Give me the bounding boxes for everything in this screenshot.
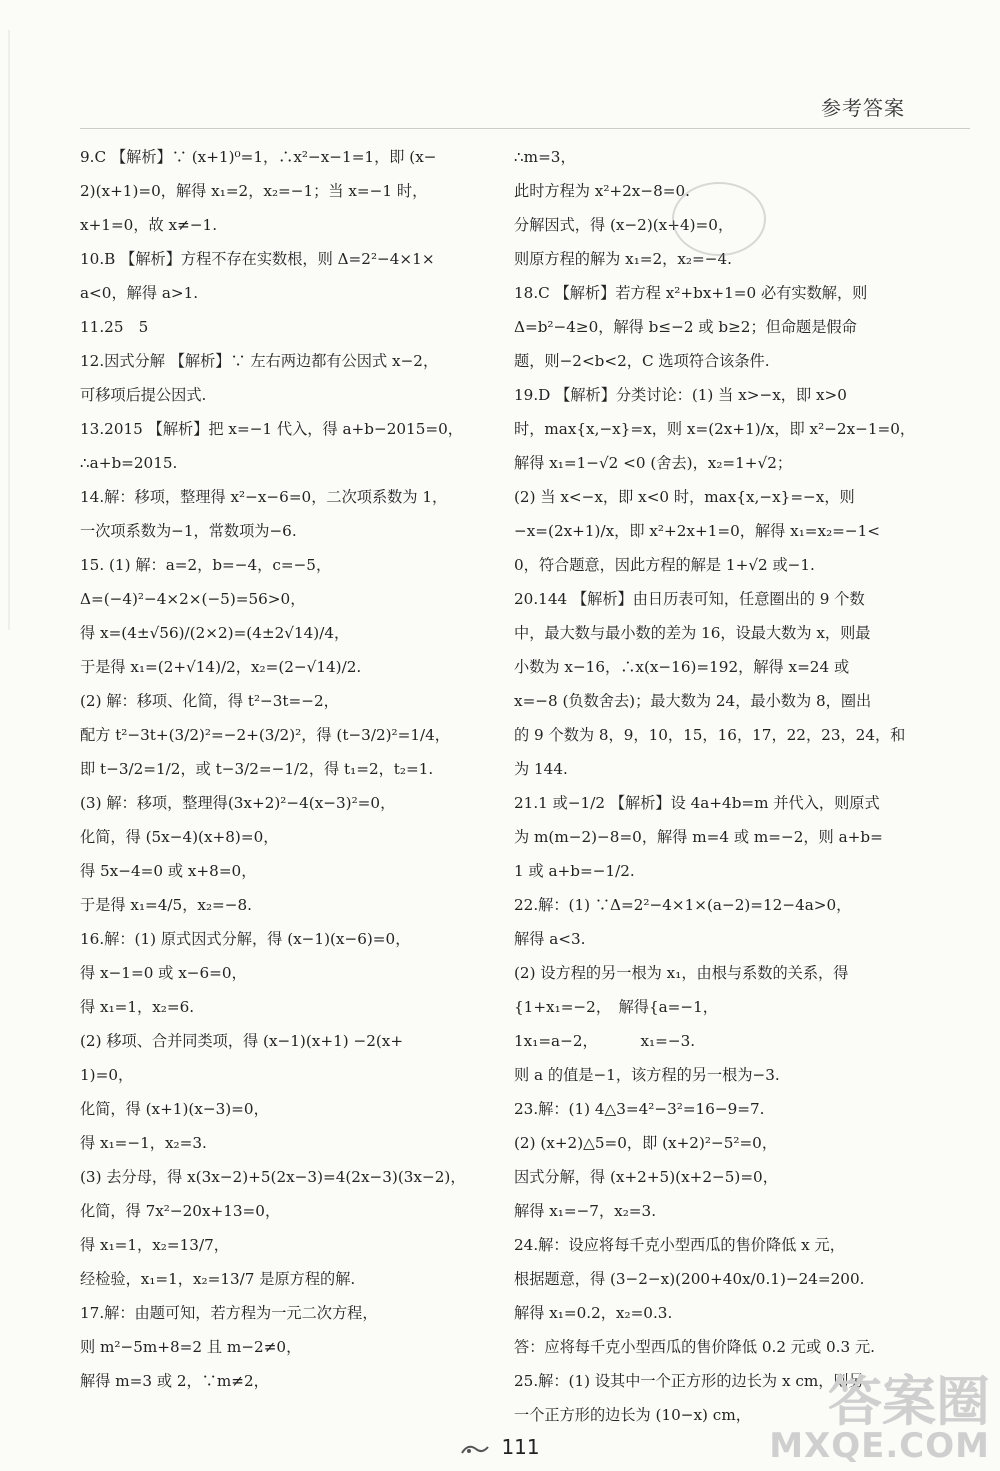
answer-line: 小数为 x−16，∴x(x−16)=192，解得 x=24 或: [514, 658, 850, 676]
answer-line: 中，最大数与最小数的差为 16，设最大数为 x，则最: [514, 624, 871, 642]
answer-line: 为 144.: [514, 760, 568, 778]
answer-line: 为 m(m−2)−8=0，解得 m=4 或 m=−2，则 a+b=: [514, 828, 883, 846]
answer-line: 15. (1) 解：a=2，b=−4，c=−5，: [80, 556, 332, 574]
answer-line: 时，max{x,−x}=x，则 x=(2x+1)/x，即 x²−2x−1=0，: [514, 420, 916, 438]
answer-line: Δ=(−4)²−4×2×(−5)=56>0，: [80, 590, 306, 608]
left-column: [80, 140, 490, 1398]
binding-shadow: [8, 30, 10, 630]
answer-line: 25.解：(1) 设其中一个正方形的边长为 x cm，则另: [514, 1372, 864, 1390]
answer-line: 17.解：由题可知，若方程为一元二次方程，: [80, 1304, 378, 1322]
answer-line: 答：应将每千克小型西瓜的售价降低 0.2 元或 0.3 元.: [514, 1338, 876, 1356]
answer-line: 24.解：设应将每千克小型西瓜的售价降低 x 元，: [514, 1236, 845, 1254]
answer-line: 14.解：移项，整理得 x²−x−6=0，二次项系数为 1，: [80, 488, 448, 506]
answer-line: {1+x₁=−2， 解得{a=−1，: [514, 998, 718, 1016]
answer-line: 化简，得 (5x−4)(x+8)=0，: [80, 828, 279, 846]
answer-line: 此时方程为 x²+2x−8=0.: [514, 182, 690, 200]
answer-line: 则原方程的解为 x₁=2，x₂=−4.: [514, 250, 732, 268]
answer-line: ∴m=3，: [514, 148, 576, 166]
answer-line: 2)(x+1)=0，解得 x₁=2，x₂=−1；当 x=−1 时，: [80, 182, 428, 200]
answer-line: 1)=0，: [80, 1066, 134, 1084]
answer-line: 因式分解，得 (x+2+5)(x+2−5)=0，: [514, 1168, 778, 1186]
answer-line: (2) 解：移项、化简，得 t²−3t=−2，: [80, 692, 339, 710]
answer-line: 则 a 的值是−1，该方程的另一根为−3.: [514, 1066, 780, 1084]
answer-line: 即 t−3/2=1/2，或 t−3/2=−1/2，得 t₁=2，t₂=1.: [80, 760, 434, 778]
answer-line: 配方 t²−3t+(3/2)²=−2+(3/2)²，得 (t−3/2)²=1/4，: [80, 726, 450, 744]
answer-line: 则 m²−5m+8=2 且 m−2≠0，: [80, 1338, 302, 1356]
answer-line: 13.2015 【解析】把 x=−1 代入，得 a+b−2015=0，: [80, 420, 463, 438]
answer-line: 1 或 a+b=−1/2.: [514, 862, 635, 880]
stamp-mark: [672, 182, 766, 256]
answer-line: 分解因式，得 (x−2)(x+4)=0，: [514, 216, 734, 234]
header-rule: [80, 128, 970, 129]
answer-line: 解得 m=3 或 2，∵m≠2，: [80, 1372, 269, 1390]
answer-line: 于是得 x₁=4/5，x₂=−8.: [80, 896, 252, 914]
answer-line: (3) 去分母，得 x(3x−2)+5(2x−3)=4(2x−3)(3x−2)，: [80, 1168, 466, 1186]
answer-line: 一个正方形的边长为 (10−x) cm，: [514, 1406, 751, 1424]
answer-line: 19.D 【解析】分类讨论：(1) 当 x>−x，即 x>0: [514, 386, 847, 404]
answer-line: 经检验，x₁=1，x₂=13/7 是原方程的解.: [80, 1270, 356, 1288]
page-header: 参考答案: [821, 96, 905, 120]
answer-line: 得 x₁=1，x₂=13/7，: [80, 1236, 229, 1254]
answer-line: 一次项系数为−1，常数项为−6.: [80, 522, 297, 540]
answer-line: (2) (x+2)△5=0，即 (x+2)²−5²=0，: [514, 1134, 778, 1152]
watermark-logo-text: 答案圈: [828, 1370, 990, 1433]
page-number: 111: [501, 1435, 540, 1459]
answer-line: a<0，解得 a>1.: [80, 284, 199, 302]
answer-line: x+1=0，故 x≠−1.: [80, 216, 218, 234]
answer-line: 解得 x₁=−7，x₂=3.: [514, 1202, 657, 1220]
answer-line: 21.1 或−1/2 【解析】设 4a+4b=m 并代入，则原式: [514, 794, 880, 812]
answer-line: (2) 移项、合并同类项，得 (x−1)(x+1) −2(x+: [80, 1032, 404, 1050]
answer-line: 23.解：(1) 4△3=4²−3²=16−9=7.: [514, 1100, 765, 1118]
answer-line: 20.144 【解析】由日历表可知，任意圈出的 9 个数: [514, 590, 865, 608]
answer-line: (3) 解：移项，整理得(3x+2)²−4(x−3)²=0，: [80, 794, 396, 812]
site-watermark: [769, 1370, 990, 1466]
answer-line: 得 x=(4±√56)/(2×2)=(4±2√14)/4，: [80, 624, 350, 642]
answer-line: 解得 a<3.: [514, 930, 586, 948]
answer-line: −x=(2x+1)/x，即 x²+2x+1=0，解得 x₁=x₂=−1<: [514, 522, 881, 540]
leaf-ornament-icon: [460, 1443, 490, 1457]
answer-line: (2) 当 x<−x，即 x<0 时，max{x,−x}=−x，则: [514, 488, 855, 506]
answer-line: 0，符合题意，因此方程的解是 1+√2 或−1.: [514, 556, 815, 574]
answer-line: 9.C 【解析】∵ (x+1)⁰=1，∴x²−x−1=1，即 (x−: [80, 148, 437, 166]
answer-line: 化简，得 (x+1)(x−3)=0，: [80, 1100, 269, 1118]
answer-line: 得 x₁=1，x₂=6.: [80, 998, 195, 1016]
answer-line: 16.解：(1) 原式因式分解，得 (x−1)(x−6)=0，: [80, 930, 411, 948]
answer-line: 题，则−2<b<2，C 选项符合该条件.: [514, 352, 770, 370]
answer-line: 得 x₁=−1，x₂=3.: [80, 1134, 207, 1152]
answer-line: 10.B 【解析】方程不存在实数根，则 Δ=2²−4×1×: [80, 250, 435, 268]
answer-line: 18.C 【解析】若方程 x²+bx+1=0 必有实数解，则: [514, 284, 868, 302]
answer-line: 根据题意，得 (3−2−x)(200+40x/0.1)−24=200.: [514, 1270, 865, 1288]
answer-line: 可移项后提公因式.: [80, 386, 207, 404]
watermark-url: MXQE.COM: [769, 1426, 990, 1466]
answer-line: 的 9 个数为 8，9，10，15，16，17，22，23，24，和: [514, 726, 906, 744]
answer-line: 22.解：(1) ∵Δ=2²−4×1×(a−2)=12−4a>0，: [514, 896, 852, 914]
answer-line: ∴a+b=2015.: [80, 454, 178, 472]
answer-line: 得 x−1=0 或 x−6=0，: [80, 964, 247, 982]
answer-line: 解得 x₁=1−√2 <0 (舍去)，x₂=1+√2；: [514, 454, 793, 472]
answer-line: 解得 x₁=0.2，x₂=0.3.: [514, 1304, 673, 1322]
right-column: [514, 140, 924, 1432]
answer-line: 11.25 5: [80, 318, 149, 336]
answer-line: Δ=b²−4≥0，解得 b≤−2 或 b≥2；但命题是假命: [514, 318, 857, 336]
answer-line: 1x₁=a−2， x₁=−3.: [514, 1032, 696, 1050]
answer-line: x=−8 (负数舍去)；最大数为 24，最小数为 8，圈出: [514, 692, 872, 710]
answer-line: 于是得 x₁=(2+√14)/2，x₂=(2−√14)/2.: [80, 658, 362, 676]
answer-line: 得 5x−4=0 或 x+8=0，: [80, 862, 257, 880]
answer-line: 12.因式分解 【解析】∵ 左右两边都有公因式 x−2，: [80, 352, 439, 370]
answer-line: (2) 设方程的另一根为 x₁，由根与系数的关系，得: [514, 964, 849, 982]
answer-line: 化简，得 7x²−20x+13=0，: [80, 1202, 281, 1220]
